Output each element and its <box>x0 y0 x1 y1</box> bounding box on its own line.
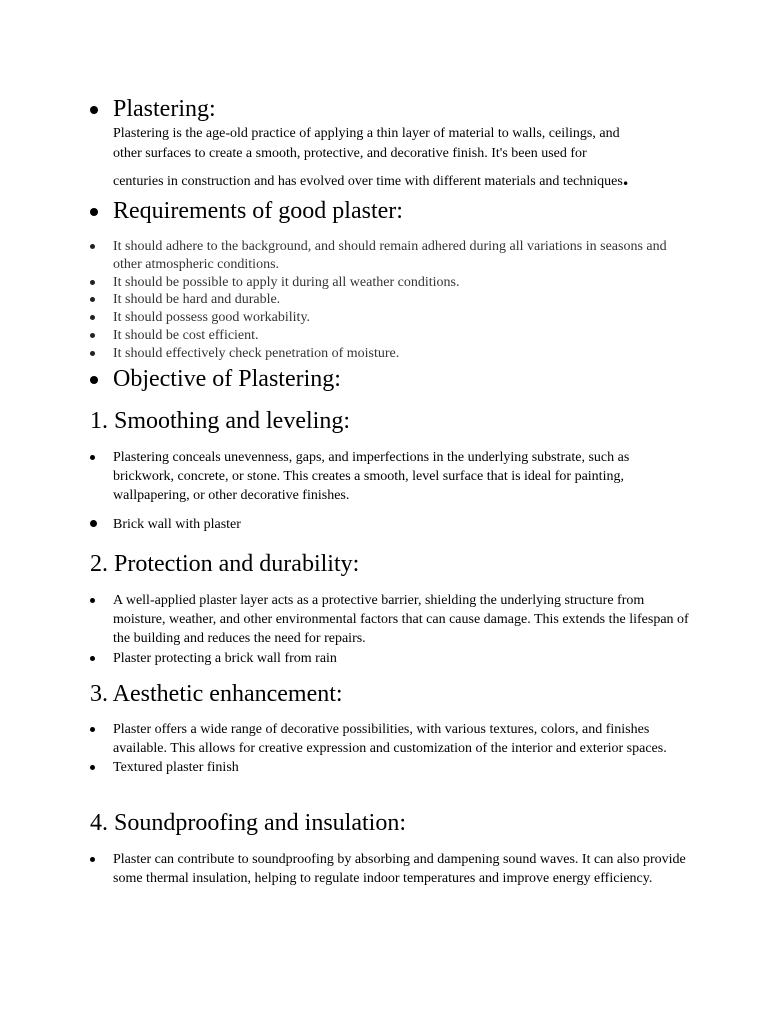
protection-list <box>90 591 690 668</box>
heading-requirements-text: Requirements of good plaster: <box>113 198 403 224</box>
list-item <box>90 758 690 777</box>
bullet-icon <box>90 208 98 216</box>
list-item-text: It should effectively check penetration of moisture. <box>113 345 400 361</box>
heading-objective-text: Objective of Plastering: <box>113 366 341 392</box>
smoothing-list <box>90 448 690 506</box>
list-item-text: It should be hard and durable. <box>113 292 281 308</box>
list-item-text: It should possess good workability. <box>113 310 311 326</box>
list-item-text: Textured plaster finish <box>113 760 239 776</box>
heading-plastering-text: Plastering: <box>113 96 216 122</box>
list-item-text: Plaster can contribute to soundproofing by absorbing and dampening sound waves. It can also provide some thermal insulation, helping to regulate indoor temperatures and improve energy efficiency. <box>113 852 686 887</box>
list-item <box>90 291 690 309</box>
section-heading-protection: 2. Protection and durability: <box>90 551 360 577</box>
list-item <box>90 649 690 668</box>
bullet-icon <box>90 656 95 661</box>
bullet-icon <box>90 106 98 114</box>
list-item <box>90 274 690 292</box>
list-item <box>90 720 690 758</box>
soundproofing-list <box>90 850 690 888</box>
bullet-icon <box>90 598 95 603</box>
bullet-icon <box>90 376 98 384</box>
bullet-icon <box>90 727 95 732</box>
plastering-paragraph <box>113 124 683 192</box>
bullet-icon <box>90 280 95 285</box>
list-item <box>90 309 690 327</box>
bullet-icon <box>90 297 95 302</box>
paragraph-period: . <box>622 165 629 190</box>
list-item-text: Plaster offers a wide range of decorative possibilities, with various textures, colors, and finishes available. This allows for creative expression and customization of the interior and exterior spaces. <box>113 722 667 757</box>
paragraph-line: Plastering is the age-old practice of applying a thin layer of material to walls, ceilings, and <box>113 126 620 141</box>
aesthetic-list <box>90 720 690 778</box>
bullet-icon <box>90 315 95 320</box>
paragraph-line: other surfaces to create a smooth, protective, and decorative finish. It's been used for <box>113 145 587 161</box>
bullet-icon <box>90 351 95 356</box>
list-item <box>90 238 690 274</box>
list-item-text: Plaster protecting a brick wall from rain <box>113 650 337 666</box>
list-item <box>90 345 690 363</box>
list-item <box>90 850 690 888</box>
paragraph-line-text: centuries in construction and has evolved over time with different materials and techniques <box>113 174 623 189</box>
bullet-icon <box>90 244 95 249</box>
section-heading-soundproofing: 4. Soundproofing and insulation: <box>90 810 406 836</box>
list-item-text: Plastering conceals unevenness, gaps, and imperfections in the underlying substrate, such as brickwork, concrete, or stone. This creates a smooth, level surface that is ideal for painting, wallpapering, or other decorative finishes. <box>113 450 630 504</box>
bullet-icon <box>90 765 95 770</box>
list-item-text: It should adhere to the background, and should remain adhered during all variations in seasons and other atmospheric conditions. <box>113 239 667 272</box>
requirements-list <box>90 238 690 363</box>
list-item-text: It should be possible to apply it during all weather conditions. <box>113 274 460 290</box>
paragraph-line <box>113 165 683 192</box>
bullet-icon <box>90 333 95 338</box>
list-item <box>90 327 690 345</box>
list-item-text: A well-applied plaster layer acts as a protective barrier, shielding the underlying structure from moisture, weather, and other environmental factors that can cause damage. This extends the lifespan of the building and reduces the need for repairs. <box>113 593 689 647</box>
bullet-icon <box>90 455 95 460</box>
caption-text: Brick wall with plaster <box>113 517 241 532</box>
list-item <box>90 448 690 506</box>
list-item <box>90 591 690 649</box>
section-heading-aesthetic: 3. Aesthetic enhancement: <box>90 681 343 707</box>
bullet-icon <box>90 520 97 527</box>
list-item-text: It should be cost efficient. <box>113 327 259 343</box>
bullet-icon <box>90 857 95 862</box>
section-heading-smoothing: 1. Smoothing and leveling: <box>90 408 350 434</box>
